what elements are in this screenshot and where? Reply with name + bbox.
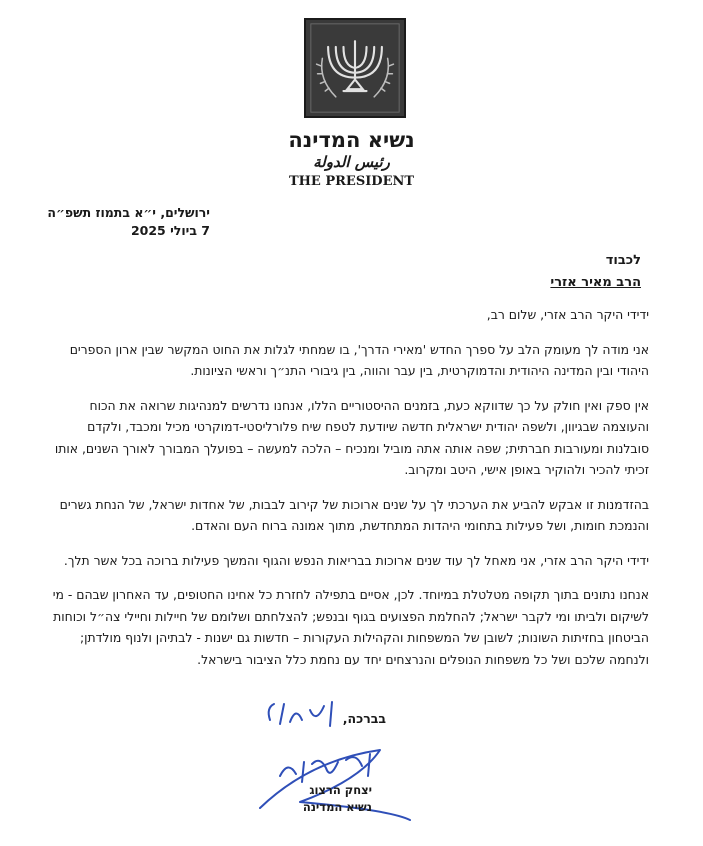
recipient-block — [341, 250, 641, 294]
letter-date — [40, 204, 210, 240]
date-gregorian: 7 ביולי 2025 — [130, 223, 210, 238]
recipient-salutation: לכבוד — [605, 253, 641, 268]
paragraph-3: בהזדמנות זו אבקש להביע את הערכתי לך על שנים ארוכות של קירוב לבבות, של אחדות ישראל, של הנחת גשרים והנמכת חומות, ושל פעילות בתחומי היהדות המתחדשת, מתוך אמונה ברוח העם והאדם. — [59, 496, 649, 533]
signer-block — [303, 782, 372, 816]
letterhead-title-arabic: رئيس الدولة — [313, 153, 390, 171]
greeting: ידידי היקר הרב אזרי, שלום רב, — [486, 307, 649, 322]
recipient-name: הרב מאיר אזרי — [550, 275, 641, 290]
paragraph-1: אני מודה לך מעומק הלב על ספרך החדש 'מאירי הדרך', בו שמחתי לגלות את החוט המקשר שבין ארון הספרים היהודי ובין המדינה היהודית והדמוקרטית, בין עבר והווה, בין גיבורי התנ״ך וראשי הציונות. — [69, 341, 649, 378]
signer-title: נשיא המדינה — [302, 800, 372, 814]
letter-body — [50, 304, 649, 683]
letterhead-title-english: THE PRESIDENT — [288, 174, 415, 189]
date-hebrew: ירושלים, י״א בתמוז תשפ״ה — [47, 205, 210, 220]
signer-name: יצחק הרצוג — [309, 783, 372, 797]
closing-blessing: בברכה, — [342, 711, 386, 726]
paragraph-5: אנחנו נתונים בתוך תקופה מטלטלת במיוחד. לכן, אסיים בתפילה לחזרת כל אחינו החטופים, עד האחרון שבהם - מי לשיקום ולביתו ומי לקבר ישראל; להחלמת הפצועים בגוף ובנפש; להצלחתם ושלומם של חיילות וחיילי צה״ל וכוחות הביטחון בחזיתות השונות; לשובן של המשפחות והקהילות העקורות – חדשות גם ישנות - לבתיהן ולנוף מולדתן; ולנחמה שלכם ושל כל משפחות הנופלים והנרצחים יחד עם נחמת כלל הציבור בישראל. — [52, 587, 649, 667]
menorah-emblem-icon — [304, 18, 406, 118]
letterhead-title-hebrew: נשיא המדינה — [288, 128, 415, 152]
paragraph-2: אין ספק ואין חולק על כך שדווקא כעת, בזמנים ההיסטוריים הללו, אנחנו נדרשים למנהיגות שרואה את הכוח והעוצמה שבגיוון, ולשפה יהודית ישראלית חדשה שיודעת לטפח שיח פלורליסטי-דמוקרטי מכיל ומכבד, ולקדם סובלנות ומעורבות חברתית; שפה אותה אתה מוביל ומנכיח – הלכה למעשה – בפועלך המבורך לאורך השנים, אותו זכיתי להכיר ולהוקיר באופן אישי, היטב ומקרוב. — [54, 397, 649, 477]
paragraph-4: ידידי היקר הרב אזרי, אני מאחל לך עוד שנים ארוכות בבריאות הנפש והגוף והמשך פעילות ברוכה בכל אשר תלך. — [63, 552, 649, 568]
